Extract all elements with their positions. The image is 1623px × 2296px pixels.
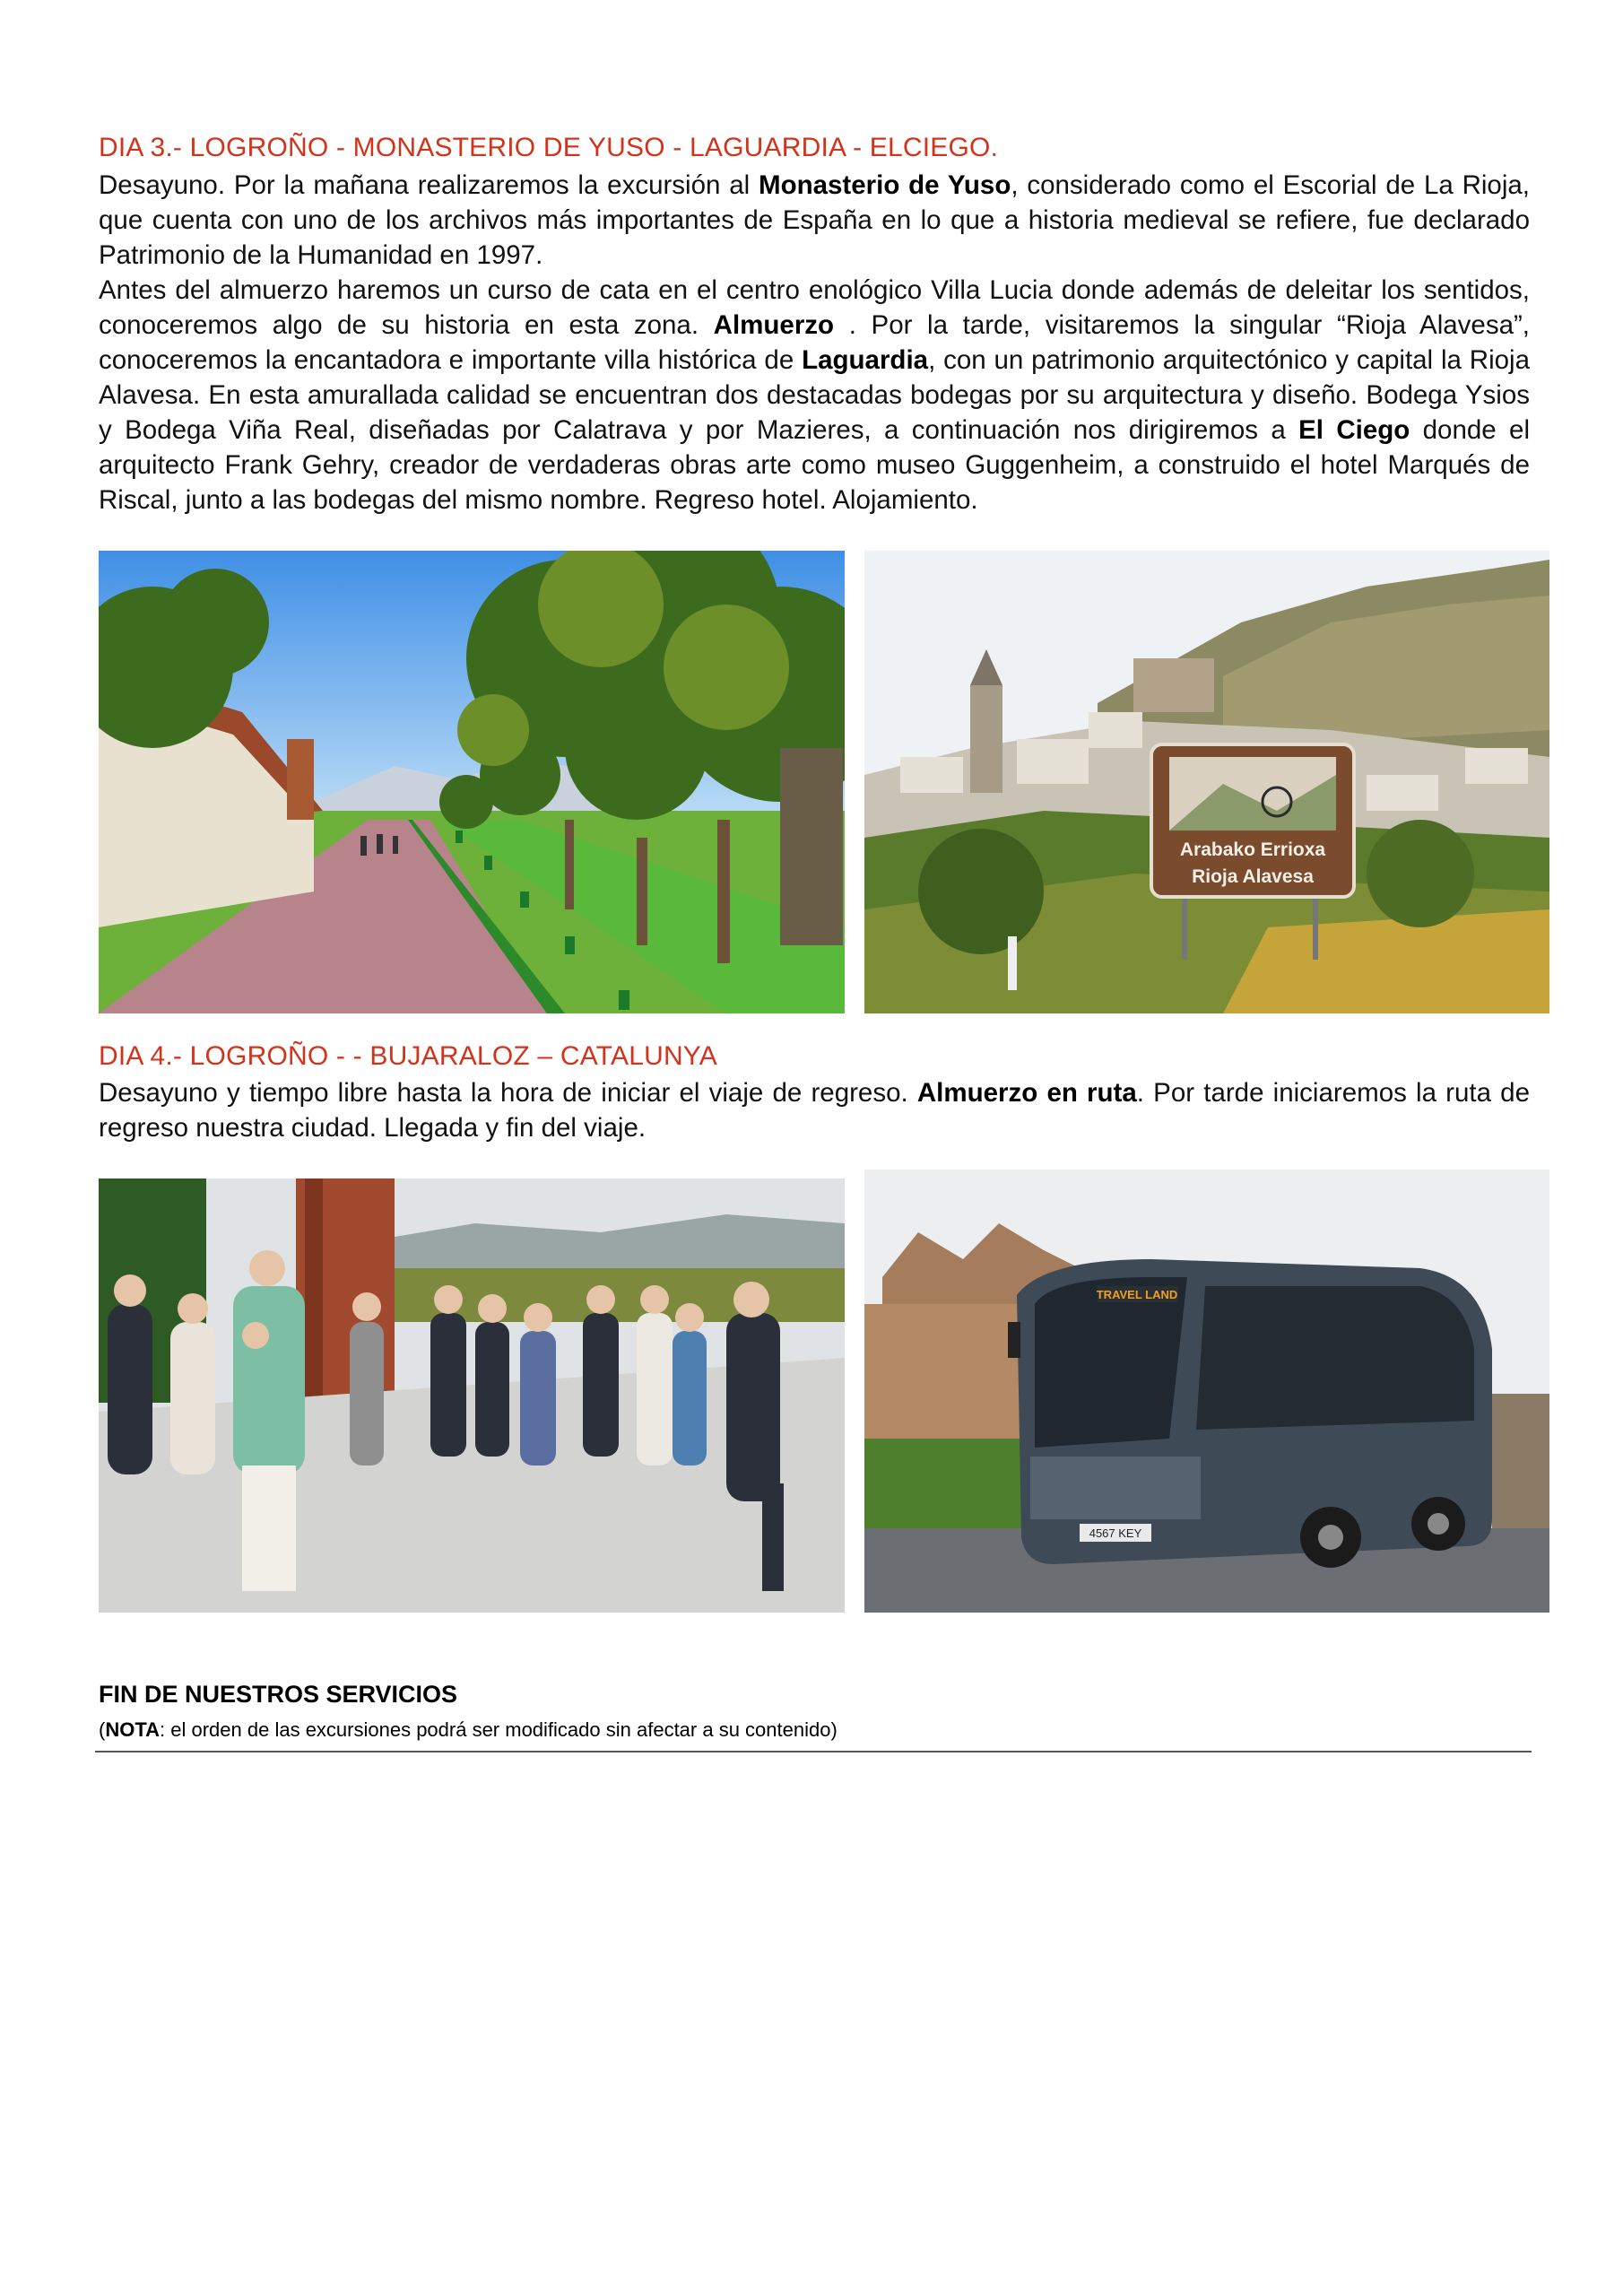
day3-heading: DIA 3.- LOGROÑO - MONASTERIO DE YUSO - LAGUARDIA - ELCIEGO. [99,133,999,162]
sign-line-2: Rioja Alavesa [1192,866,1314,887]
note-label: NOTA [105,1718,161,1741]
laguardia-highlight: Laguardia [802,345,929,375]
group-tour-photo [99,1178,845,1613]
day3-paragraph-2 [99,273,1530,517]
day3-paragraph-1 [99,168,1530,273]
note [99,1718,838,1742]
text: Desayuno y tiempo libre hasta la hora de iniciar el viaje de regreso. [99,1078,917,1108]
bus-destination-sign: TRAVEL LAND [1096,1288,1178,1301]
el-ciego-highlight: El Ciego [1298,415,1410,445]
text: Antes del almuerzo haremos un curso de cata en el centro enológico Villa Lucia donde además de deleitar los sentidos, conoceremos algo de su historia en esta zona. [99,275,1530,340]
footer-divider [95,1751,1532,1752]
almuerzo-en-ruta-highlight: Almuerzo en ruta [916,1078,1137,1108]
laguardia-sign-photo [864,551,1549,1013]
day4-paragraph-1 [99,1075,1530,1145]
end-of-services-title: FIN DE NUESTROS SERVICIOS [99,1681,458,1708]
text: . Por la tarde, visitaremos la singular “Rioja Alavesa”, conoceremos la encantadora e importante villa histórica de [99,310,1531,375]
monasterio-yuso-highlight: Monasterio de Yuso [759,170,1011,200]
winery-walkway-photo [99,551,845,1013]
text: , con un patrimonio arquitectónico y capital la Rioja Alavesa. En esta amurallada calidad se encuentran dos destacadas bodegas por su arquitectura y diseño. Bodega Ysios y Bodega Viña Real, diseñadas por Calatrava y por Mazieres, a continuación nos dirigiremos a [99,345,1530,445]
note-text: : el orden de las excursiones podrá ser modificado sin afectar a su contenido) [160,1718,838,1741]
bus-plate: 4567 KEY [1089,1526,1142,1540]
coach-bus-photo [864,1170,1549,1613]
note-paren: ( [99,1718,106,1741]
text: donde el arquitecto Frank Gehry, creador de verdaderas obras arte como museo Guggenheim, a construido el hotel Marqués de Riscal, junto a las bodegas del mismo nombre. Regreso hotel. Alojamiento. [99,415,1531,515]
sign-line-1: Arabako Errioxa [1179,839,1326,860]
day4-heading: DIA 4.- LOGROÑO - - BUJARALOZ – CATALUNYA [99,1041,717,1071]
text: , considerado como el Escorial de La Rioja, que cuenta con uno de los archivos más importantes de España en lo que a historia medieval se refiere, fue declarado Patrimonio de la Humanidad en 1997. [99,170,1530,270]
text: Desayuno. Por la mañana realizaremos la excursión al [99,170,759,200]
almuerzo-highlight: Almuerzo [713,310,835,340]
text: . Por tarde iniciaremos la ruta de regreso nuestra ciudad. Llegada y fin del viaje. [99,1078,1530,1143]
